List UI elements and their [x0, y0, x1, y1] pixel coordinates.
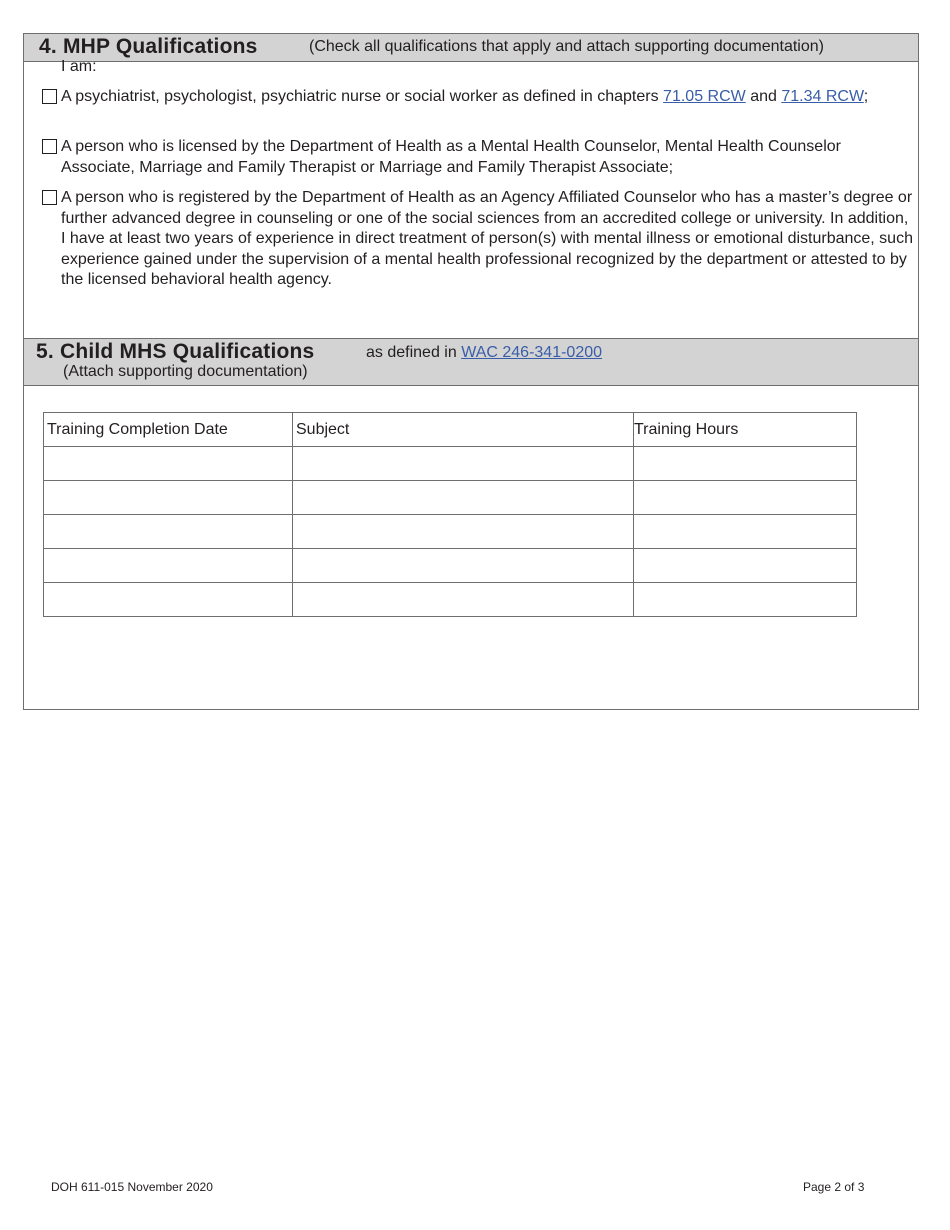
qualification-text: A person who is registered by the Department of Health as an Agency Affiliated Counselor who has a master’s degree or further advanced degree in counseling or one of the social sciences from an accredited college or university. In addition, I have at least two years of experience in direct treatment of person(s) with mental illness or emotional disturbance, such experience gained under the supervision of a mental health professional recognized by the department or attested to by the licensed behavioral health agency.	[61, 189, 913, 288]
table-row	[44, 481, 857, 515]
link-71-05-rcw[interactable]: 71.05 RCW	[663, 88, 746, 105]
header-training-completion-date: Training Completion Date	[44, 413, 293, 447]
date-cell[interactable]	[44, 447, 293, 481]
footer-page-number: Page 2 of 3	[803, 1180, 865, 1194]
qualification-item-licensed-counselor	[61, 137, 917, 178]
checkbox-licensed-counselor[interactable]	[42, 139, 57, 154]
form-box	[23, 33, 919, 710]
section-4-note: (Check all qualifications that apply and attach supporting documentation)	[309, 38, 824, 55]
section-4-intro: I am:	[61, 58, 97, 75]
header-subject: Subject	[293, 413, 634, 447]
qualification-text-middle: and	[745, 88, 782, 105]
qualification-text: A psychiatrist, psychologist, psychiatric nurse or social worker as defined in chapters	[61, 88, 664, 105]
defined-prefix: as defined in	[366, 344, 462, 361]
section-5-title: 5. Child MHS Qualifications	[36, 340, 315, 363]
table-row	[44, 549, 857, 583]
hours-cell[interactable]	[634, 481, 857, 515]
training-table	[43, 412, 857, 617]
section-5-attach-note: (Attach supporting documentation)	[63, 363, 308, 380]
footer-form-id: DOH 611-015 November 2020	[51, 1180, 213, 1194]
table-row	[44, 515, 857, 549]
subject-cell[interactable]	[293, 481, 634, 515]
date-cell[interactable]	[44, 481, 293, 515]
qualification-text-end: ;	[863, 88, 869, 105]
hours-cell[interactable]	[634, 583, 857, 617]
qualification-item-agency-affiliated	[61, 188, 917, 291]
date-cell[interactable]	[44, 583, 293, 617]
subject-cell[interactable]	[293, 583, 634, 617]
section-5-definition	[366, 344, 602, 362]
table-header-row	[44, 413, 857, 447]
subject-cell[interactable]	[293, 447, 634, 481]
hours-cell[interactable]	[634, 515, 857, 549]
hours-cell[interactable]	[634, 549, 857, 583]
checkbox-psychiatrist[interactable]	[42, 89, 57, 104]
header-training-hours: Training Hours	[634, 413, 857, 447]
qualification-item-psychiatrist	[61, 87, 917, 108]
link-wac-246-341-0200[interactable]: WAC 246-341-0200	[461, 344, 603, 361]
section-4-title: 4. MHP Qualifications	[39, 35, 258, 58]
subject-cell[interactable]	[293, 515, 634, 549]
section-4-header	[24, 34, 918, 62]
checkbox-agency-affiliated[interactable]	[42, 190, 57, 205]
date-cell[interactable]	[44, 515, 293, 549]
table-row	[44, 447, 857, 481]
qualification-text: A person who is licensed by the Department of Health as a Mental Health Counselor, Mental Health Counselor Associate, Marriage and Family Therapist or Marriage and Family Therapist Associate;	[61, 138, 841, 176]
date-cell[interactable]	[44, 549, 293, 583]
table-row	[44, 583, 857, 617]
subject-cell[interactable]	[293, 549, 634, 583]
hours-cell[interactable]	[634, 447, 857, 481]
link-71-34-rcw[interactable]: 71.34 RCW	[781, 88, 864, 105]
section-5-header	[24, 338, 918, 386]
